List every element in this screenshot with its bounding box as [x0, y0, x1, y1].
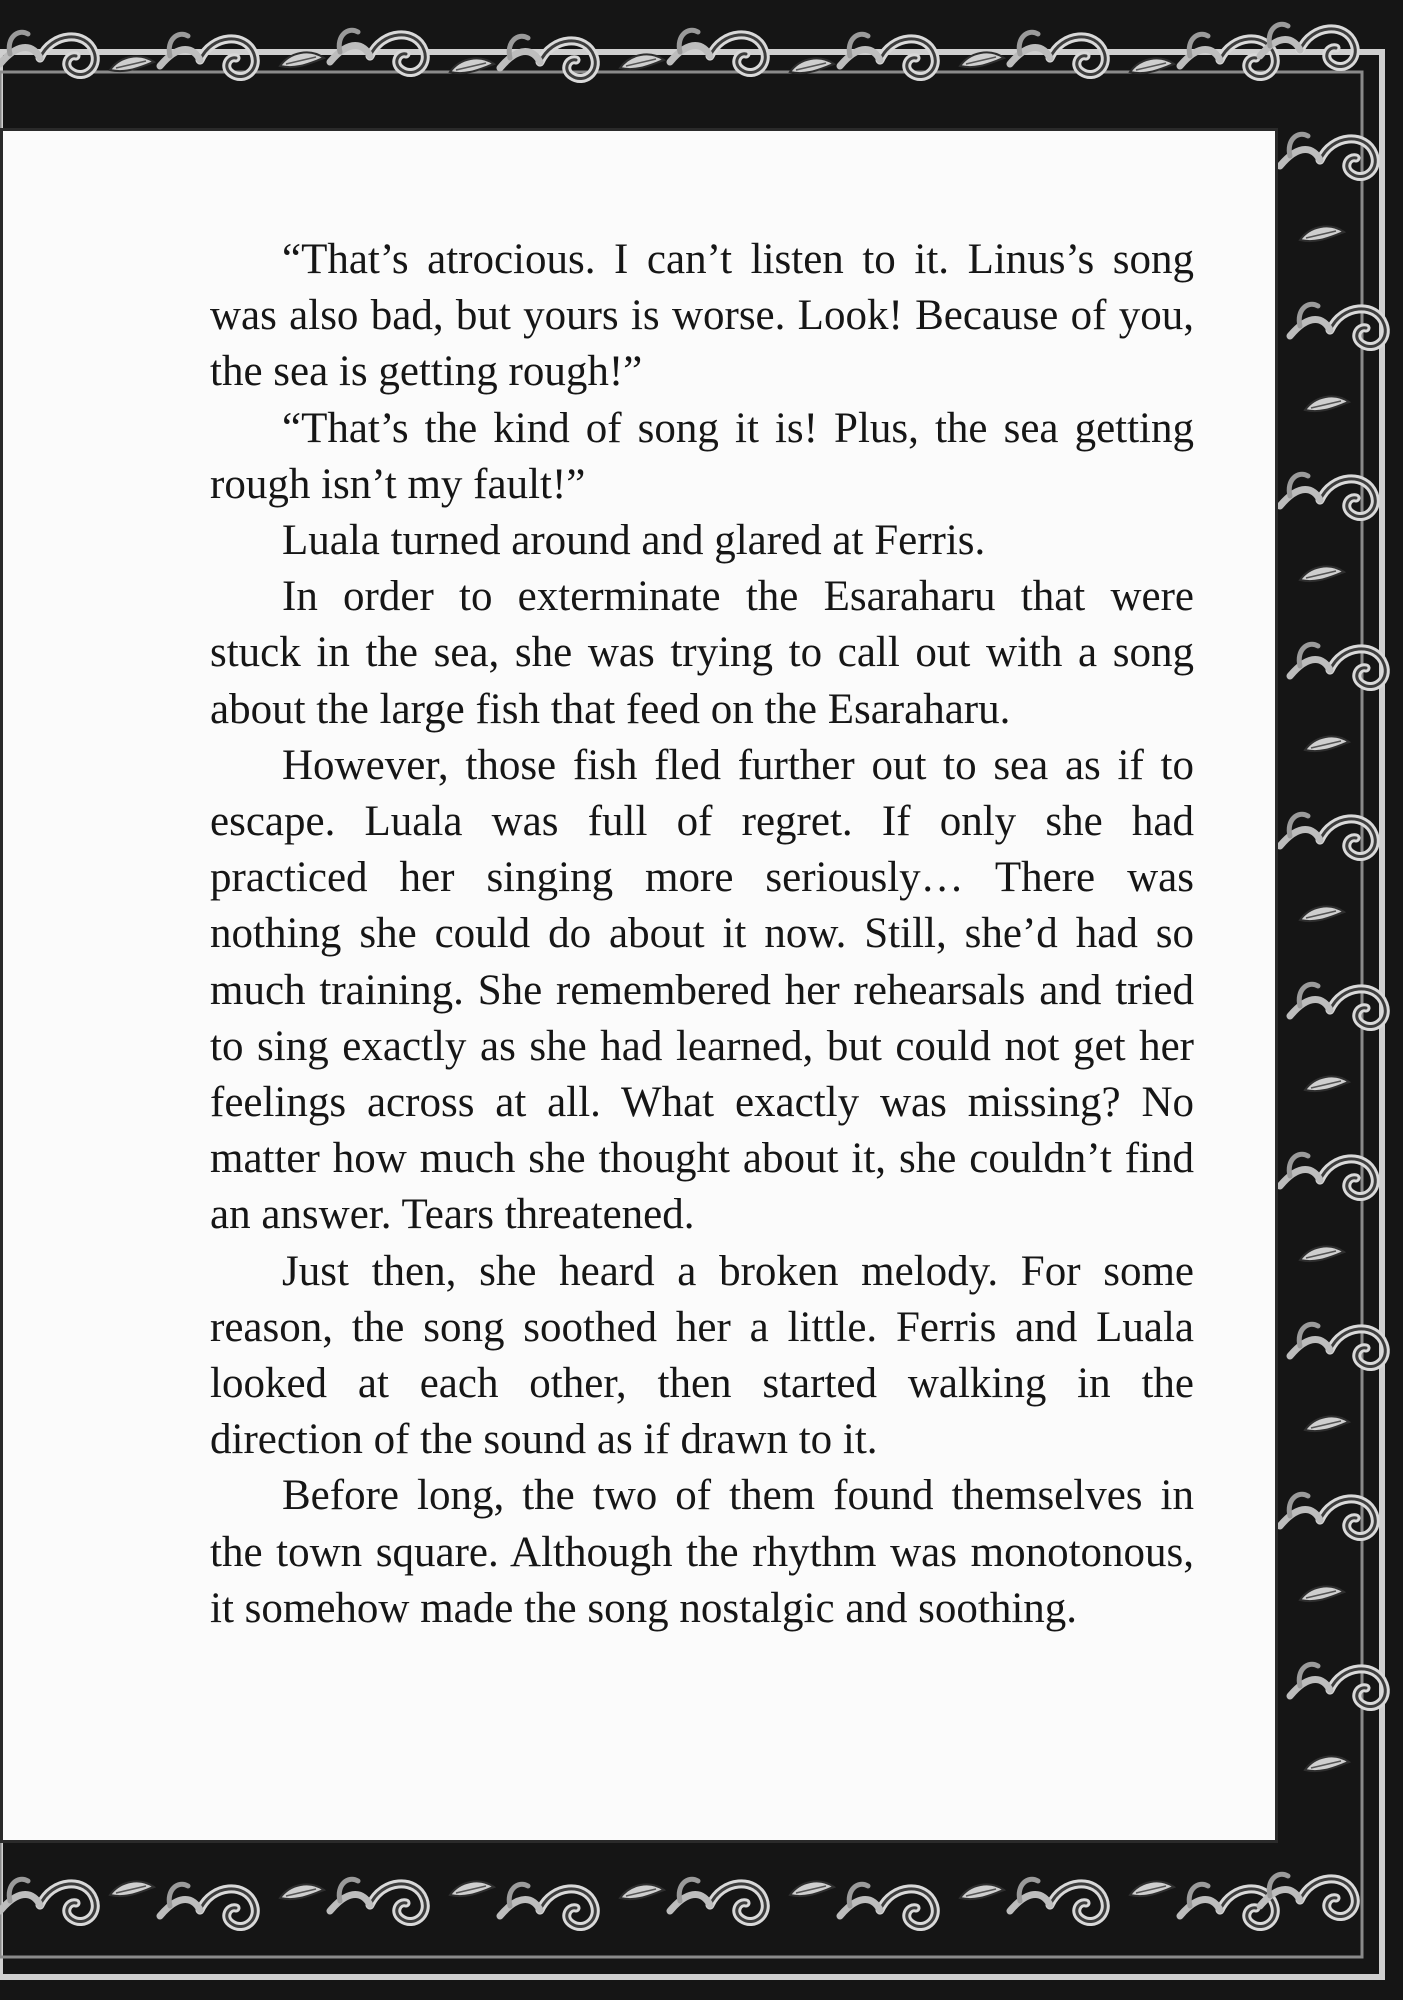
paragraph: “That’s the kind of song it is! Plus, the sea getting rough isn’t my fault!” — [210, 404, 1194, 508]
paragraph: Before long, the two of them found themselves in the town square. Although the rhythm was monotonous, it somehow made the song nostalgic and soothing. — [210, 1472, 1194, 1632]
paragraph: In order to exterminate the Esaraharu that were stuck in the sea, she was trying to call out with a song about the large fish that feed on the Esaraharu. — [210, 573, 1194, 733]
right-ornament-band — [1280, 134, 1385, 1771]
story-text — [210, 232, 1194, 1637]
paragraph: “That’s atrocious. I can’t listen to it. Linus’s song was also bad, but yours is worse. Look! Because of you, the sea is getting rough!” — [210, 236, 1194, 396]
paragraph: Just then, she heard a broken melody. For some reason, the song soothed her a little. Ferris and Luala looked at each other, then started walking in the direction of the sound as if drawn to it. — [210, 1247, 1194, 1464]
bottom-ornament-band — [0, 1874, 1355, 1926]
paragraph: However, those fish fled further out to sea as if to escape. Luala was full of regret. If only she had practiced her singing more seriously… There was nothing she could do about it now. Still, she’d had so much training. She remembered her rehearsals and tried to sing exactly as she had learned, but could not get her feelings across at all. What exactly was missing? No matter how much she thought about it, she couldn’t find an answer. Tears threatened. — [210, 741, 1194, 1239]
paragraph: Luala turned around and glared at Ferris. — [282, 517, 986, 565]
